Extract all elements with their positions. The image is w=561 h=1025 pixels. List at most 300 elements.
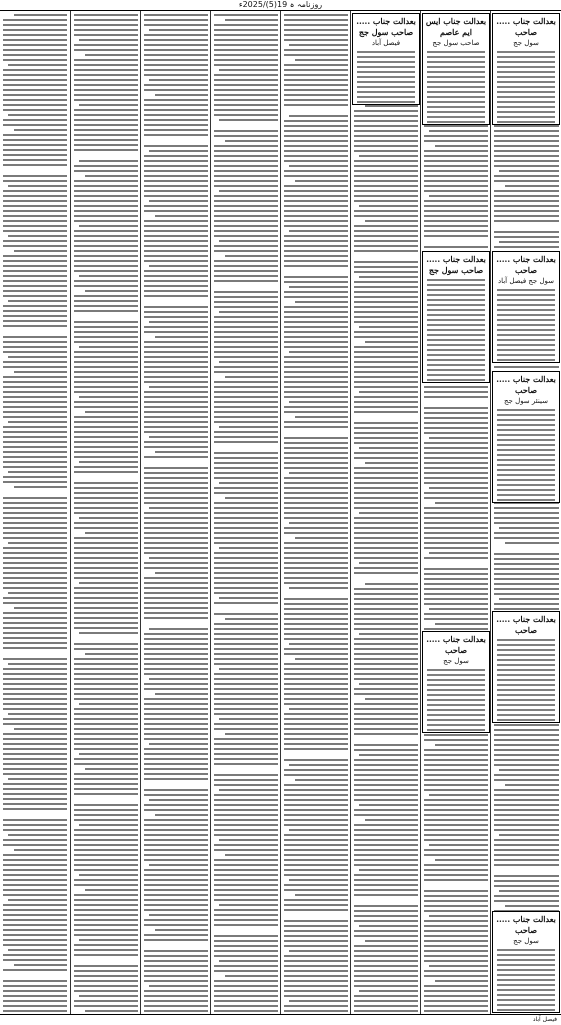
text-line bbox=[74, 658, 138, 660]
paragraph-gap bbox=[211, 121, 281, 127]
text-line bbox=[497, 424, 555, 426]
court-notice bbox=[422, 251, 490, 383]
text-line bbox=[3, 864, 67, 866]
text-line bbox=[3, 879, 67, 881]
text-line bbox=[144, 39, 208, 41]
text-line bbox=[494, 588, 559, 590]
text-line bbox=[3, 39, 67, 41]
text-line bbox=[144, 245, 208, 247]
text-line bbox=[85, 54, 138, 56]
text-line bbox=[284, 572, 348, 574]
paragraph-gap bbox=[211, 765, 281, 771]
text-line bbox=[354, 306, 418, 308]
text-line bbox=[74, 783, 138, 785]
paragraph-gap bbox=[351, 735, 421, 741]
paragraph-gap bbox=[0, 327, 70, 333]
text-line bbox=[497, 974, 555, 976]
text-line bbox=[74, 763, 138, 765]
text-line bbox=[354, 175, 418, 177]
text-line bbox=[214, 346, 278, 348]
text-line bbox=[219, 547, 278, 549]
text-line bbox=[14, 14, 67, 16]
text-line bbox=[424, 140, 488, 142]
text-line bbox=[3, 79, 67, 81]
text-line bbox=[214, 512, 278, 514]
text-line bbox=[74, 622, 138, 624]
text-line bbox=[74, 869, 138, 871]
text-line bbox=[354, 588, 418, 590]
text-line bbox=[497, 414, 555, 416]
text-line bbox=[284, 814, 348, 816]
text-line bbox=[74, 849, 138, 851]
text-line bbox=[214, 336, 278, 338]
text-line bbox=[144, 869, 208, 871]
text-line bbox=[284, 24, 348, 26]
text-line bbox=[427, 116, 485, 118]
text-line bbox=[74, 295, 138, 297]
text-line bbox=[497, 439, 555, 441]
text-line bbox=[74, 305, 138, 307]
text-line bbox=[144, 190, 208, 192]
text-line bbox=[427, 86, 485, 88]
text-line bbox=[219, 839, 278, 841]
text-line bbox=[214, 889, 278, 891]
text-line bbox=[219, 311, 278, 313]
text-line bbox=[85, 532, 138, 534]
text-line bbox=[144, 74, 208, 76]
text-line bbox=[494, 849, 559, 851]
paragraph-gap bbox=[351, 574, 421, 580]
text-line bbox=[149, 321, 208, 323]
paragraph-gap bbox=[71, 151, 141, 157]
text-line bbox=[214, 814, 278, 816]
text-line bbox=[3, 743, 67, 745]
text-line bbox=[225, 497, 278, 499]
text-line bbox=[354, 200, 418, 202]
text-line bbox=[74, 94, 138, 96]
text-line bbox=[424, 764, 488, 766]
text-line bbox=[284, 819, 348, 821]
text-line bbox=[354, 985, 418, 987]
text-line bbox=[3, 668, 67, 670]
text-line bbox=[3, 909, 67, 911]
text-line bbox=[144, 990, 208, 992]
text-line bbox=[144, 109, 208, 111]
text-line bbox=[284, 89, 348, 91]
text-line bbox=[225, 733, 278, 735]
text-line bbox=[214, 155, 278, 157]
text-line bbox=[359, 326, 418, 328]
text-line bbox=[3, 149, 67, 151]
text-line bbox=[74, 124, 138, 126]
text-line bbox=[354, 452, 418, 454]
text-line bbox=[3, 829, 67, 831]
text-line bbox=[354, 799, 418, 801]
text-line bbox=[144, 612, 208, 614]
text-line bbox=[354, 376, 418, 378]
text-line bbox=[3, 200, 67, 202]
text-line bbox=[144, 522, 208, 524]
notice-title: بعدالت جناب ..... صاحب سول جج bbox=[356, 16, 416, 37]
text-line bbox=[354, 905, 418, 907]
text-line bbox=[424, 900, 488, 902]
text-line bbox=[3, 658, 67, 660]
text-line bbox=[354, 140, 418, 142]
text-line bbox=[295, 301, 348, 303]
text-line bbox=[74, 970, 138, 972]
text-line bbox=[8, 114, 67, 116]
court-notice bbox=[492, 13, 560, 125]
text-line bbox=[74, 587, 138, 589]
text-line bbox=[3, 683, 67, 685]
text-line bbox=[144, 275, 208, 277]
text-line bbox=[284, 14, 348, 16]
text-line bbox=[74, 537, 138, 539]
text-line bbox=[214, 492, 278, 494]
text-line bbox=[74, 592, 138, 594]
text-line bbox=[354, 145, 418, 147]
text-line bbox=[424, 920, 488, 922]
text-line bbox=[494, 764, 559, 766]
text-line bbox=[424, 135, 488, 137]
text-line bbox=[284, 940, 348, 942]
text-line bbox=[494, 537, 559, 539]
text-line bbox=[289, 165, 348, 167]
text-line bbox=[354, 593, 418, 595]
text-line bbox=[284, 381, 348, 383]
text-line bbox=[497, 111, 555, 113]
text-line bbox=[497, 954, 555, 956]
text-line bbox=[284, 713, 348, 715]
text-line bbox=[144, 467, 208, 469]
text-line bbox=[424, 155, 488, 157]
paragraph-gap bbox=[211, 604, 281, 610]
paragraph-gap bbox=[491, 544, 561, 550]
text-line bbox=[424, 890, 488, 892]
text-line bbox=[494, 819, 559, 821]
text-line bbox=[144, 34, 208, 36]
text-line bbox=[494, 135, 559, 137]
text-line bbox=[497, 116, 555, 118]
text-line bbox=[497, 699, 555, 701]
text-line bbox=[3, 924, 67, 926]
text-line bbox=[74, 864, 138, 866]
text-line bbox=[497, 644, 555, 646]
text-line bbox=[354, 658, 418, 660]
text-line bbox=[214, 633, 278, 635]
text-line bbox=[74, 114, 138, 116]
text-line bbox=[359, 804, 418, 806]
text-line bbox=[284, 945, 348, 947]
text-line bbox=[74, 366, 138, 368]
text-line bbox=[3, 783, 67, 785]
text-line bbox=[74, 285, 138, 287]
text-line bbox=[354, 784, 418, 786]
text-line bbox=[284, 442, 348, 444]
paragraph-gap bbox=[281, 911, 351, 917]
text-line bbox=[74, 195, 138, 197]
text-line bbox=[427, 724, 485, 726]
text-line bbox=[3, 325, 67, 327]
text-line bbox=[3, 401, 67, 403]
text-line bbox=[497, 61, 555, 63]
paragraph-gap bbox=[211, 926, 281, 932]
text-line bbox=[214, 366, 278, 368]
text-line bbox=[365, 940, 418, 942]
text-line bbox=[284, 497, 348, 499]
text-line bbox=[284, 799, 348, 801]
text-line bbox=[497, 984, 555, 986]
text-line bbox=[144, 638, 208, 640]
text-line bbox=[74, 165, 138, 167]
text-line bbox=[354, 271, 418, 273]
text-line bbox=[144, 597, 208, 599]
text-line bbox=[424, 542, 488, 544]
paragraph-gap bbox=[281, 589, 351, 595]
paragraph-gap bbox=[141, 619, 211, 625]
text-line bbox=[144, 577, 208, 579]
text-line bbox=[214, 39, 278, 41]
text-line bbox=[214, 109, 278, 111]
text-line bbox=[494, 754, 559, 756]
text-line bbox=[214, 185, 278, 187]
text-line bbox=[424, 925, 488, 927]
text-line bbox=[3, 678, 67, 680]
text-line bbox=[494, 160, 559, 162]
text-line bbox=[214, 260, 278, 262]
text-line bbox=[284, 638, 348, 640]
text-line bbox=[354, 160, 418, 162]
text-line bbox=[427, 71, 485, 73]
text-line bbox=[424, 754, 488, 756]
text-line bbox=[284, 79, 348, 81]
text-line bbox=[3, 733, 67, 735]
text-line bbox=[144, 472, 208, 474]
paragraph-gap bbox=[0, 649, 70, 655]
text-line bbox=[289, 829, 348, 831]
text-line bbox=[354, 980, 418, 982]
text-line bbox=[354, 814, 418, 816]
text-line bbox=[144, 502, 208, 504]
notice-subtitle: سول جج bbox=[443, 657, 469, 665]
text-line bbox=[144, 260, 208, 262]
text-line bbox=[214, 341, 278, 343]
text-line bbox=[354, 884, 418, 886]
text-line bbox=[3, 980, 67, 982]
text-line bbox=[354, 713, 418, 715]
text-line bbox=[284, 54, 348, 56]
text-line bbox=[144, 789, 208, 791]
text-line bbox=[214, 401, 278, 403]
text-line bbox=[424, 789, 488, 791]
text-line bbox=[424, 950, 488, 952]
text-line bbox=[14, 849, 67, 851]
text-line bbox=[354, 623, 418, 625]
text-line bbox=[14, 250, 67, 252]
text-line bbox=[354, 442, 418, 444]
text-line bbox=[354, 537, 418, 539]
text-line bbox=[354, 482, 418, 484]
text-line bbox=[494, 880, 559, 882]
text-line bbox=[354, 673, 418, 675]
text-line bbox=[497, 479, 555, 481]
text-line bbox=[219, 482, 278, 484]
text-line bbox=[354, 361, 418, 363]
text-line bbox=[74, 1000, 138, 1002]
text-line bbox=[3, 808, 67, 810]
text-line bbox=[14, 129, 67, 131]
text-line bbox=[144, 24, 208, 26]
text-line bbox=[74, 336, 138, 338]
text-line bbox=[284, 562, 348, 564]
paragraph-gap bbox=[491, 222, 561, 228]
text-line bbox=[424, 568, 488, 570]
text-line bbox=[79, 104, 138, 106]
text-line bbox=[3, 341, 67, 343]
text-line bbox=[144, 909, 208, 911]
text-line bbox=[144, 512, 208, 514]
text-line bbox=[74, 985, 138, 987]
text-line bbox=[354, 829, 418, 831]
text-line bbox=[144, 155, 208, 157]
text-line bbox=[74, 934, 138, 936]
text-line bbox=[214, 356, 278, 358]
text-line bbox=[3, 346, 67, 348]
text-line bbox=[144, 482, 208, 484]
text-line bbox=[8, 64, 67, 66]
text-line bbox=[74, 270, 138, 272]
text-line bbox=[497, 964, 555, 966]
text-line bbox=[494, 839, 559, 841]
text-line bbox=[354, 457, 418, 459]
text-line bbox=[144, 960, 208, 962]
text-line bbox=[144, 69, 208, 71]
text-line bbox=[295, 658, 348, 660]
text-line bbox=[354, 346, 418, 348]
text-line bbox=[3, 929, 67, 931]
text-line bbox=[284, 482, 348, 484]
text-line bbox=[144, 758, 208, 760]
court-notice bbox=[422, 631, 490, 733]
text-line bbox=[144, 839, 208, 841]
text-line bbox=[214, 1010, 278, 1012]
text-line bbox=[214, 924, 278, 926]
text-line bbox=[214, 321, 278, 323]
text-line bbox=[424, 769, 488, 771]
text-line bbox=[74, 34, 138, 36]
text-line bbox=[3, 889, 67, 891]
text-line bbox=[284, 723, 348, 725]
text-line bbox=[427, 299, 485, 301]
text-line bbox=[284, 155, 348, 157]
text-line bbox=[8, 235, 67, 237]
text-line bbox=[284, 668, 348, 670]
text-line bbox=[3, 94, 67, 96]
text-line bbox=[284, 859, 348, 861]
text-line bbox=[354, 250, 418, 252]
text-line bbox=[3, 270, 67, 272]
text-line bbox=[284, 145, 348, 147]
text-line bbox=[499, 527, 559, 529]
text-line bbox=[494, 532, 559, 534]
text-line bbox=[359, 683, 418, 685]
text-line bbox=[435, 980, 488, 982]
text-line bbox=[214, 532, 278, 534]
text-line bbox=[354, 844, 418, 846]
text-line bbox=[3, 446, 67, 448]
text-line bbox=[144, 346, 208, 348]
text-line bbox=[219, 668, 278, 670]
text-line bbox=[214, 145, 278, 147]
text-line bbox=[284, 316, 348, 318]
text-line bbox=[74, 487, 138, 489]
text-line bbox=[424, 879, 488, 881]
text-line bbox=[74, 200, 138, 202]
text-line bbox=[284, 447, 348, 449]
text-line bbox=[3, 512, 67, 514]
text-line bbox=[74, 149, 138, 151]
text-line bbox=[74, 441, 138, 443]
text-line bbox=[144, 391, 208, 393]
text-line bbox=[3, 507, 67, 509]
text-line bbox=[214, 914, 278, 916]
text-line bbox=[354, 744, 418, 746]
text-line bbox=[357, 66, 415, 68]
text-line bbox=[214, 210, 278, 212]
text-line bbox=[354, 678, 418, 680]
text-line bbox=[494, 583, 559, 585]
text-line bbox=[144, 527, 208, 529]
text-line bbox=[497, 101, 555, 103]
paragraph-gap bbox=[71, 795, 141, 801]
text-line bbox=[424, 200, 488, 202]
text-line bbox=[74, 567, 138, 569]
text-line bbox=[494, 739, 559, 741]
text-line bbox=[144, 829, 208, 831]
text-line bbox=[284, 406, 348, 408]
text-line bbox=[74, 64, 138, 66]
text-line bbox=[354, 859, 418, 861]
text-line bbox=[79, 461, 138, 463]
text-line bbox=[284, 311, 348, 313]
text-line bbox=[427, 339, 485, 341]
text-line bbox=[3, 824, 67, 826]
text-line bbox=[284, 235, 348, 237]
text-line bbox=[3, 914, 67, 916]
text-line bbox=[494, 165, 559, 167]
text-line bbox=[354, 170, 418, 172]
text-line bbox=[214, 487, 278, 489]
text-line bbox=[144, 633, 208, 635]
text-line bbox=[219, 426, 278, 428]
text-line bbox=[494, 593, 559, 595]
text-line bbox=[214, 386, 278, 388]
text-line bbox=[354, 195, 418, 197]
text-line bbox=[74, 59, 138, 61]
text-line bbox=[354, 774, 418, 776]
text-line bbox=[79, 824, 138, 826]
text-line bbox=[357, 71, 415, 73]
text-line bbox=[427, 359, 485, 361]
text-line bbox=[497, 474, 555, 476]
text-line bbox=[354, 507, 418, 509]
text-line bbox=[3, 990, 67, 992]
notice-subtitle: سول جج bbox=[513, 39, 539, 47]
text-line bbox=[74, 134, 138, 136]
text-line bbox=[354, 497, 418, 499]
text-line bbox=[74, 884, 138, 886]
text-line bbox=[74, 280, 138, 282]
